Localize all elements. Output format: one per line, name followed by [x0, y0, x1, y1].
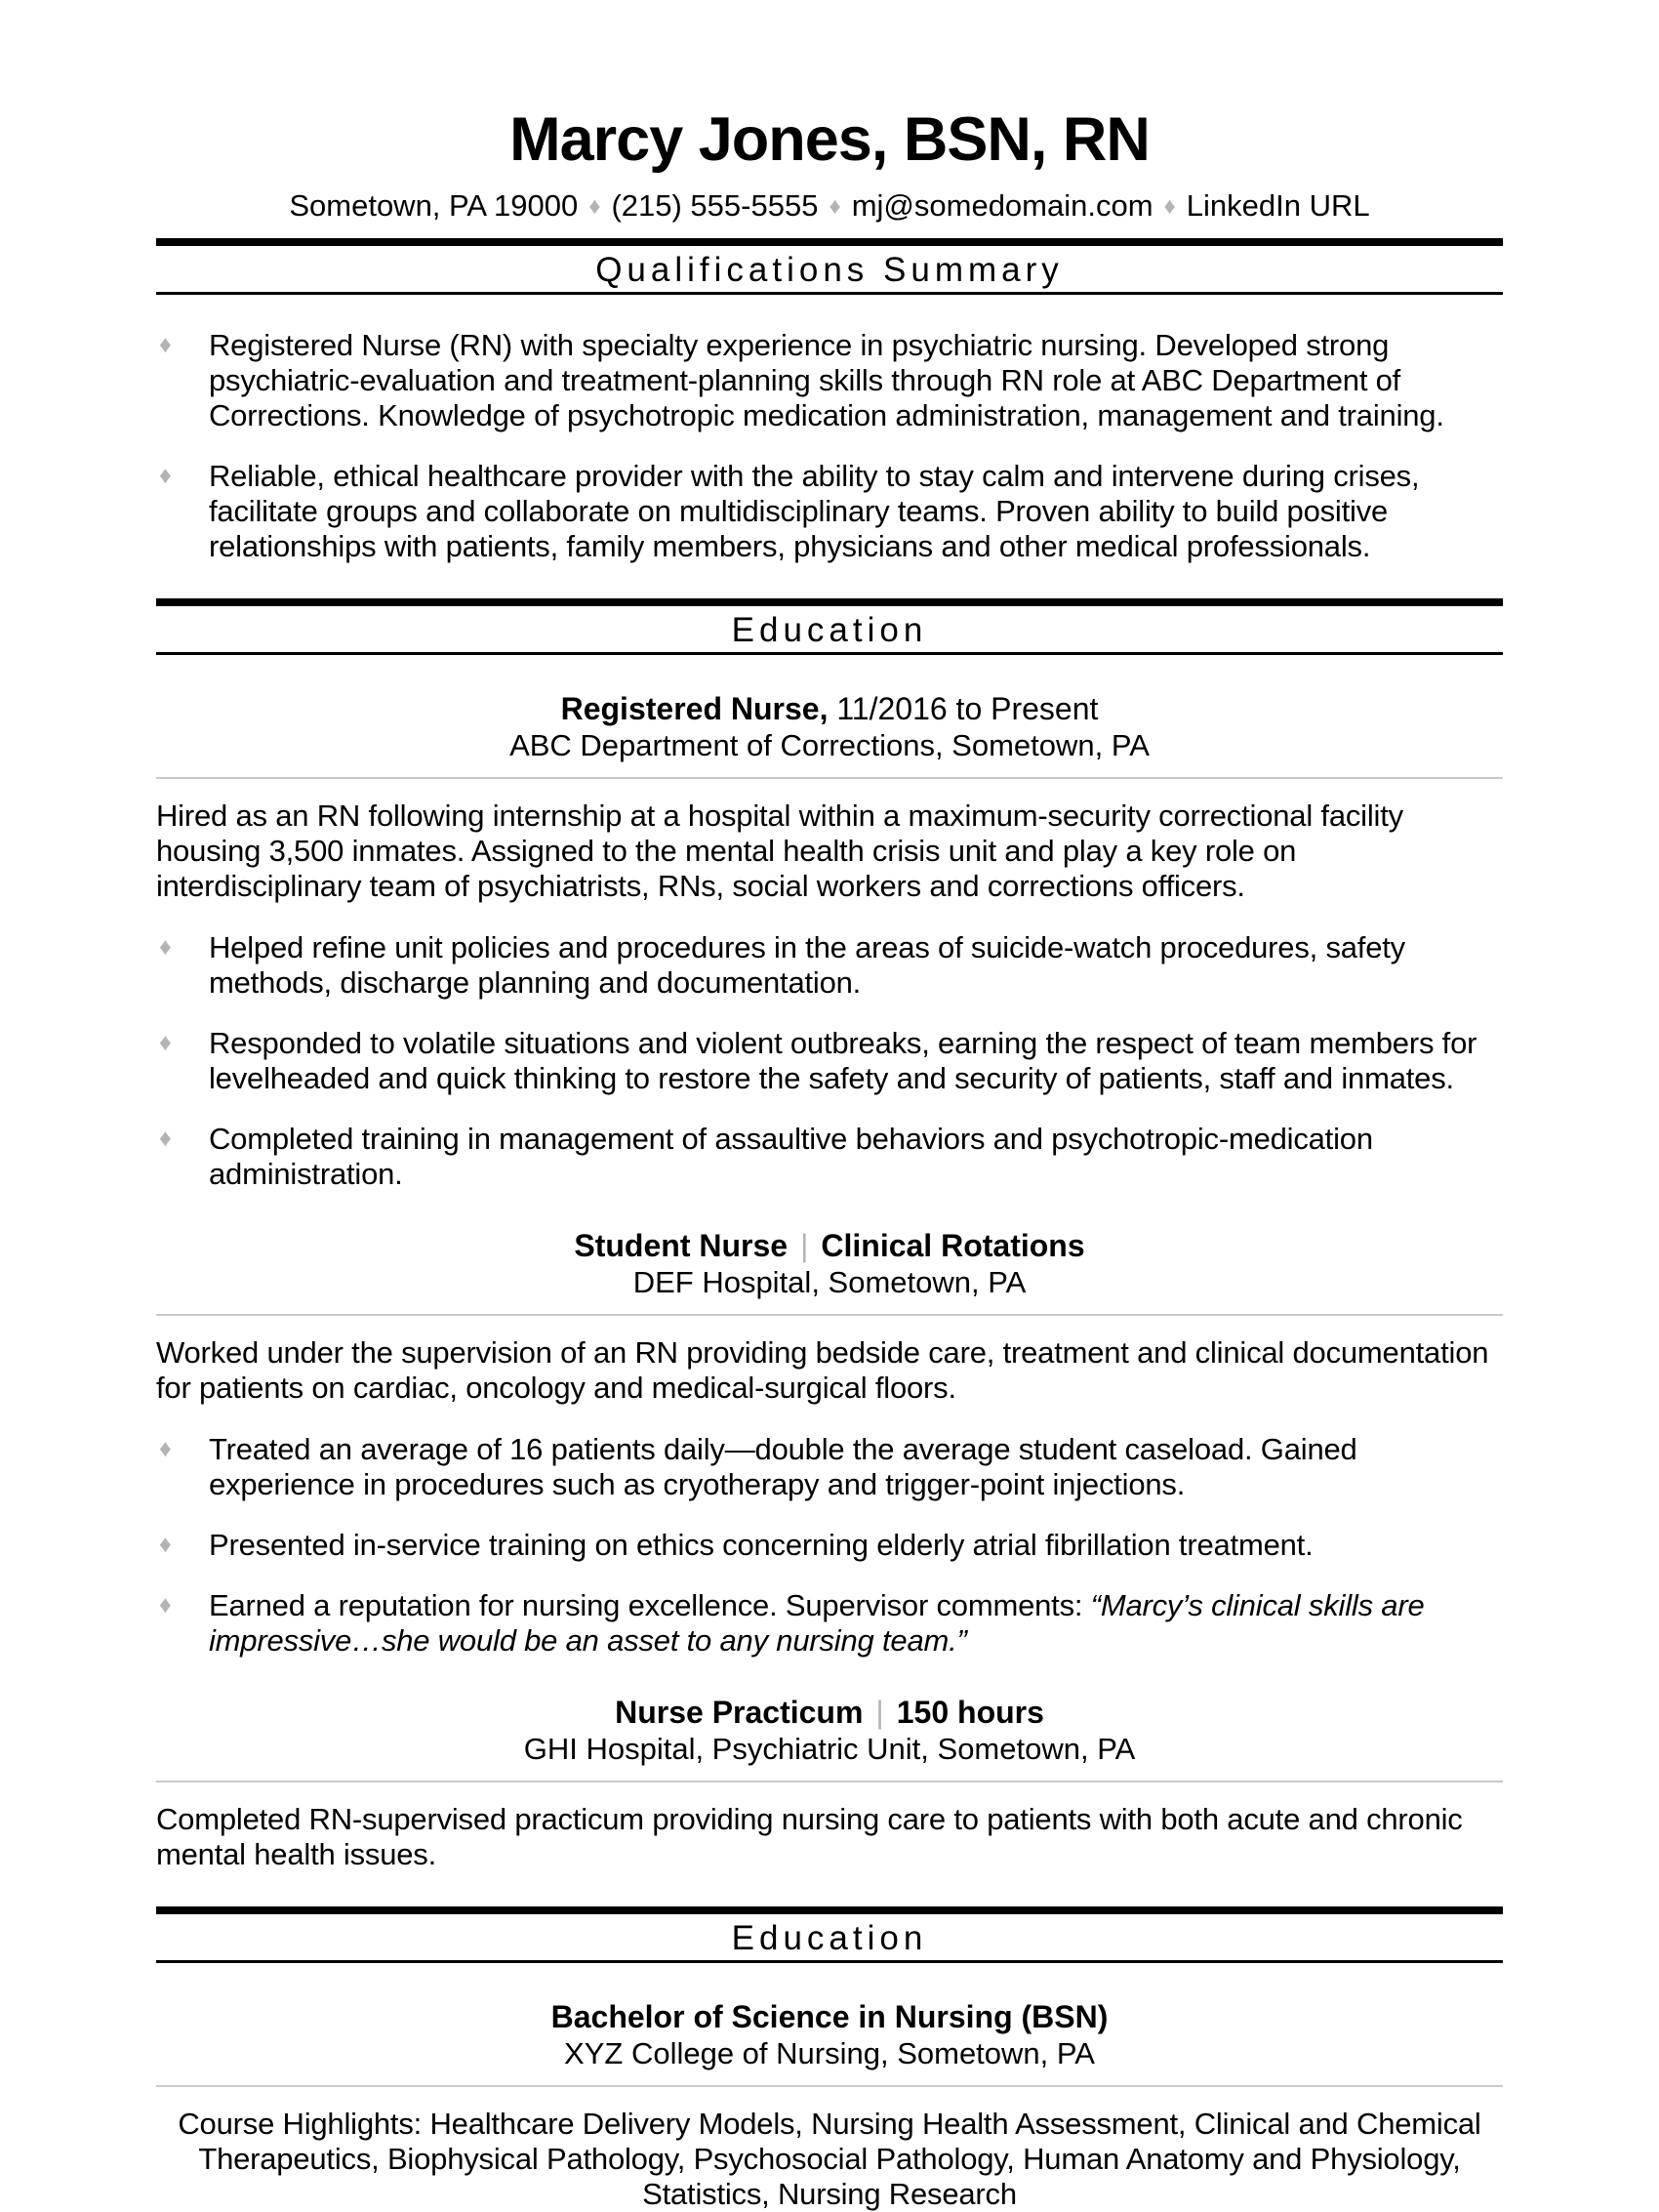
- bullet-text: Completed training in management of assaultive behaviors and psychotropic-medication administration.: [209, 1122, 1373, 1191]
- bullet-diamond-icon: ♦: [159, 462, 172, 489]
- contact-location: Sometown, PA 19000: [289, 188, 579, 223]
- section-band-education-degree: [156, 1906, 1503, 1963]
- list-item: [156, 1588, 1503, 1659]
- entry-paragraph: Hired as an RN following internship at a hospital within a maximum-security correctional facility housing 3,500 inmates. Assigned to the mental health crisis unit and play a key role on interdisciplinary team of psychiatrists, RNs, social workers and corrections officers.: [156, 799, 1403, 903]
- entry-title: [156, 1998, 1503, 2035]
- bullet-text: Reliable, ethical healthcare provider with the ability to stay calm and intervene during crises, facilitate groups and collaborate on multidisciplinary teams. Proven ability to build positive relationships with patients, family members, physicians and other medical professionals.: [209, 459, 1420, 563]
- pipe-separator: |: [800, 1228, 809, 1263]
- qualifications-bullet-list: [156, 328, 1503, 564]
- entry-subtitle: GHI Hospital, Psychiatric Unit, Sometown, PA: [523, 1732, 1136, 1766]
- list-item: [156, 459, 1503, 564]
- list-item: [156, 1026, 1503, 1096]
- list-item: [156, 1528, 1503, 1563]
- entry-dates: 11/2016 to Present: [836, 691, 1099, 726]
- diamond-separator-icon: ♦: [1163, 193, 1176, 220]
- entry-divider: [156, 777, 1503, 779]
- section-heading-education: Education: [731, 1919, 928, 1957]
- bullet-text: Helped refine unit policies and procedures in the areas of suicide-watch procedures, safety methods, discharge planning and documentation.: [209, 930, 1405, 1000]
- section-band-qualifications: [156, 238, 1503, 295]
- entry-bullet-list: [156, 1432, 1503, 1659]
- entry-hours: 150 hours: [896, 1695, 1044, 1730]
- bullet-diamond-icon: ♦: [159, 1029, 172, 1056]
- bullet-text: Earned a reputation for nursing excellence. Supervisor comments:: [209, 1588, 1083, 1622]
- list-item: [156, 1122, 1503, 1192]
- bullet-diamond-icon: ♦: [159, 933, 172, 961]
- entry-divider: [156, 1314, 1503, 1316]
- section-rule-thick: [156, 238, 1503, 246]
- entry-role-detail: Clinical Rotations: [821, 1228, 1085, 1263]
- contact-email: mj@somedomain.com: [851, 188, 1153, 223]
- entry-role: Registered Nurse,: [560, 691, 829, 726]
- section-rule-thin: [156, 652, 1503, 655]
- entry-title: [156, 1227, 1503, 1264]
- section-band-education: [156, 598, 1503, 655]
- diamond-separator-icon: ♦: [588, 193, 601, 220]
- section-rule-thin: [156, 1960, 1503, 1963]
- entry-divider: [156, 1781, 1503, 1782]
- course-highlights: Course Highlights: Healthcare Delivery Models, Nursing Health Assessment, Clinical and Chemical Therapeutics, Biophysical Pathology, Psychosocial Pathology, Human Anatomy and Physiology, Statistics, Nursing Research: [178, 2107, 1481, 2211]
- list-item: [156, 1432, 1503, 1502]
- section-rule-thick: [156, 1906, 1503, 1914]
- supervisor-quote: “Marcy’s clinical skills are impressive…she would be an asset to any nursing team.”: [209, 1588, 1425, 1658]
- bullet-text: Presented in-service training on ethics concerning elderly atrial fibrillation treatment.: [209, 1528, 1314, 1562]
- entry-title: [156, 1694, 1503, 1731]
- bullet-diamond-icon: ♦: [159, 331, 172, 358]
- entry-bullet-list: [156, 930, 1503, 1192]
- diamond-separator-icon: ♦: [829, 193, 841, 220]
- degree-title: Bachelor of Science in Nursing (BSN): [550, 1999, 1109, 2034]
- contact-linkedin: LinkedIn URL: [1186, 188, 1370, 223]
- entry-nurse-practicum: [156, 1694, 1503, 1872]
- entry-registered-nurse: [156, 690, 1503, 1192]
- entry-role: Student Nurse: [574, 1228, 789, 1263]
- list-item: [156, 328, 1503, 433]
- section-heading-qualifications: Qualifications Summary: [595, 251, 1064, 289]
- pipe-separator: |: [875, 1695, 884, 1730]
- entry-paragraph: Completed RN-supervised practicum providing nursing care to patients with both acute and chronic mental health issues.: [156, 1802, 1463, 1871]
- page-title: Marcy Jones, BSN, RN: [509, 105, 1150, 174]
- bullet-diamond-icon: ♦: [159, 1591, 172, 1618]
- entry-subtitle: ABC Department of Corrections, Sometown, PA: [509, 728, 1150, 762]
- section-heading-education: Education: [731, 611, 928, 649]
- entry-paragraph: Worked under the supervision of an RN providing bedside care, treatment and clinical documentation for patients on cardiac, oncology and medical-surgical floors.: [156, 1335, 1489, 1405]
- contact-phone: (215) 555-5555: [611, 188, 819, 223]
- entry-divider: [156, 2085, 1503, 2087]
- bullet-diamond-icon: ♦: [159, 1435, 172, 1462]
- entry-subtitle: DEF Hospital, Sometown, PA: [632, 1265, 1027, 1299]
- bullet-text: Responded to volatile situations and violent outbreaks, earning the respect of team members for levelheaded and quick thinking to restore the safety and security of patients, staff and inmates.: [209, 1026, 1477, 1095]
- bullet-text: Registered Nurse (RN) with specialty experience in psychiatric nursing. Developed strong psychiatric-evaluation and treatment-planning skills through RN role at ABC Department of Corrections. Knowledge of psychotropic medication administration, management and training.: [209, 328, 1444, 432]
- list-item: [156, 930, 1503, 1001]
- entry-subtitle: XYZ College of Nursing, Sometown, PA: [564, 2036, 1095, 2070]
- bullet-diamond-icon: ♦: [159, 1125, 172, 1152]
- entry-role: Nurse Practicum: [615, 1695, 864, 1730]
- contact-line: [156, 188, 1503, 225]
- section-rule-thick: [156, 598, 1503, 606]
- section-rule-thin: [156, 292, 1503, 295]
- bullet-text: Treated an average of 16 patients daily—double the average student caseload. Gained experience in procedures such as cryotherapy and trigger-point injections.: [209, 1432, 1357, 1501]
- entry-title: [156, 690, 1503, 727]
- entry-student-nurse: [156, 1227, 1503, 1659]
- bullet-diamond-icon: ♦: [159, 1531, 172, 1558]
- entry-bsn-degree: [156, 1998, 1503, 2212]
